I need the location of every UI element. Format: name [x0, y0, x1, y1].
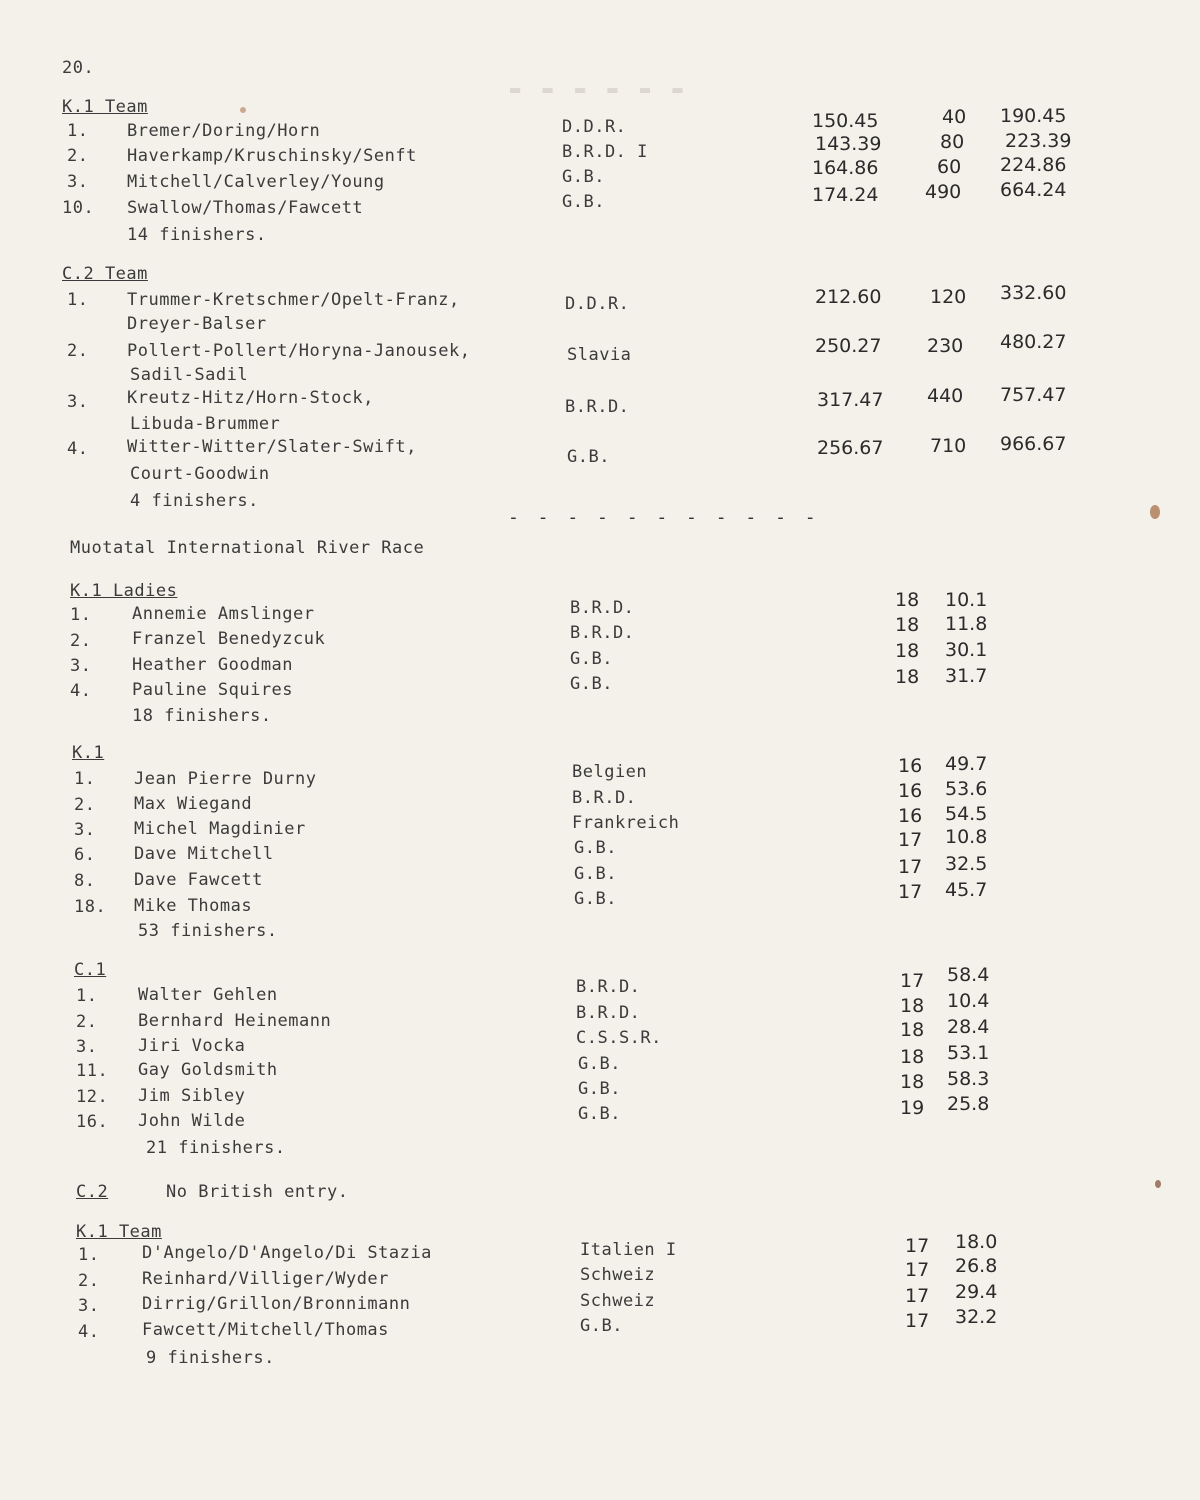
row-total: 190.45 — [1000, 105, 1067, 127]
row-country: Italien I — [580, 1240, 677, 1260]
row-minutes: 18 — [900, 1019, 925, 1041]
row-total: 224.86 — [1000, 154, 1067, 176]
row-seconds: 28.4 — [947, 1016, 990, 1038]
section-heading: K.1 Team — [62, 97, 148, 117]
row-time: 256.67 — [817, 437, 884, 459]
row-total: 664.24 — [1000, 179, 1067, 201]
row-position: 1. — [74, 769, 96, 789]
row-seconds: 10.8 — [945, 826, 988, 848]
row-position: 2. — [74, 795, 96, 815]
section-heading: C.1 — [74, 960, 107, 980]
row-seconds: 31.7 — [945, 665, 988, 687]
row-name: Gay Goldsmith — [138, 1060, 278, 1080]
row-name: Dave Mitchell — [134, 844, 274, 864]
row-minutes: 18 — [900, 1046, 925, 1068]
row-time: 317.47 — [817, 389, 884, 411]
row-time: 212.60 — [815, 286, 882, 308]
row-country: B.R.D. — [576, 1003, 641, 1023]
row-minutes: 16 — [898, 805, 923, 827]
row-name: Annemie Amslinger — [132, 604, 315, 624]
row-penalty: 710 — [930, 435, 967, 457]
row-penalty: 120 — [930, 286, 967, 308]
row-country: G.B. — [578, 1054, 621, 1074]
row-position: 11. — [76, 1061, 109, 1081]
row-name: Fawcett/Mitchell/Thomas — [142, 1320, 389, 1340]
section-heading: K.1 Team — [76, 1222, 162, 1242]
section-heading: C.2 — [76, 1182, 109, 1202]
row-minutes: 17 — [898, 881, 923, 903]
row-seconds: 45.7 — [945, 879, 988, 901]
row-country: G.B. — [574, 864, 617, 884]
row-position: 2. — [67, 146, 89, 166]
row-minutes: 17 — [905, 1310, 930, 1332]
row-seconds: 18.0 — [955, 1231, 998, 1253]
row-seconds: 49.7 — [945, 753, 988, 775]
row-minutes: 18 — [895, 666, 920, 688]
row-minutes: 17 — [905, 1259, 930, 1281]
row-name: Heather Goodman — [132, 655, 294, 675]
row-minutes: 16 — [898, 755, 923, 777]
row-position: 1. — [76, 986, 98, 1006]
row-position: 10. — [62, 198, 95, 218]
row-penalty: 490 — [925, 181, 962, 203]
row-minutes: 17 — [898, 829, 923, 851]
row-name: Bremer/Doring/Horn — [127, 121, 321, 141]
bleed-through-mark: ▬ ▬ ▬ ▬ ▬ ▬ — [510, 80, 689, 100]
row-time: 164.86 — [812, 157, 879, 179]
row-seconds: 10.4 — [947, 990, 990, 1012]
row-time: 174.24 — [812, 184, 879, 206]
row-position: 2. — [70, 631, 92, 651]
row-minutes: 19 — [900, 1097, 925, 1119]
row-name-continued: Court-Goodwin — [130, 464, 270, 484]
section-heading: C.2 Team — [62, 264, 148, 284]
paper-spot — [1150, 505, 1160, 519]
row-total: 757.47 — [1000, 384, 1067, 406]
row-penalty: 230 — [927, 335, 964, 357]
row-time: 143.39 — [815, 133, 882, 155]
row-penalty: 60 — [937, 156, 962, 178]
row-position: 3. — [76, 1037, 98, 1057]
row-country: Schweiz — [580, 1265, 656, 1285]
paper-spot — [240, 107, 246, 113]
row-minutes: 18 — [895, 614, 920, 636]
row-country: B.R.D. — [576, 977, 641, 997]
row-position: 18. — [74, 897, 107, 917]
row-minutes: 17 — [905, 1285, 930, 1307]
row-name: Haverkamp/Kruschinsky/Senft — [127, 146, 417, 166]
row-seconds: 54.5 — [945, 803, 988, 825]
row-minutes: 18 — [900, 1071, 925, 1093]
row-position: 1. — [70, 605, 92, 625]
row-minutes: 18 — [895, 589, 920, 611]
row-position: 12. — [76, 1087, 109, 1107]
row-name: Jean Pierre Durny — [134, 769, 317, 789]
row-country: B.R.D. — [570, 623, 635, 643]
row-position: 1. — [67, 290, 89, 310]
finishers-count: 53 finishers. — [138, 921, 278, 941]
row-minutes: 17 — [898, 856, 923, 878]
row-seconds: 53.6 — [945, 778, 988, 800]
row-country: Frankreich — [572, 813, 680, 833]
row-name: Swallow/Thomas/Fawcett — [127, 198, 364, 218]
row-position: 2. — [78, 1271, 100, 1291]
row-country: G.B. — [562, 167, 605, 187]
row-position: 4. — [70, 681, 92, 701]
row-name: D'Angelo/D'Angelo/Di Stazia — [142, 1243, 432, 1263]
row-country: G.B. — [580, 1316, 623, 1336]
row-name: Dave Fawcett — [134, 870, 263, 890]
row-name: Max Wiegand — [134, 794, 253, 814]
page-number: 20. — [62, 58, 95, 78]
row-country: D.D.R. — [562, 117, 627, 137]
row-country: Belgien — [572, 762, 648, 782]
row-position: 3. — [67, 392, 89, 412]
row-position: 8. — [74, 871, 96, 891]
row-name: Dirrig/Grillon/Bronnimann — [142, 1294, 411, 1314]
row-seconds: 32.2 — [955, 1306, 998, 1328]
row-country: G.B. — [574, 838, 617, 858]
row-position: 16. — [76, 1112, 109, 1132]
paper-spot — [1155, 1180, 1161, 1188]
row-minutes: 18 — [895, 640, 920, 662]
finishers-count: 21 finishers. — [146, 1138, 286, 1158]
row-position: 3. — [67, 172, 89, 192]
row-name: Bernhard Heinemann — [138, 1011, 332, 1031]
row-position: 3. — [70, 656, 92, 676]
row-seconds: 58.3 — [947, 1068, 990, 1090]
row-total: 966.67 — [1000, 433, 1067, 455]
row-country: B.R.D. — [565, 397, 630, 417]
row-name: Jiri Vocka — [138, 1036, 246, 1056]
row-name: Mitchell/Calverley/Young — [127, 172, 385, 192]
row-minutes: 17 — [900, 970, 925, 992]
row-position: 1. — [78, 1245, 100, 1265]
row-seconds: 26.8 — [955, 1255, 998, 1277]
race-title: Muotatal International River Race — [70, 538, 425, 558]
row-minutes: 16 — [898, 780, 923, 802]
row-country: G.B. — [578, 1079, 621, 1099]
row-name: Pauline Squires — [132, 680, 294, 700]
row-position: 2. — [76, 1012, 98, 1032]
row-name: Kreutz-Hitz/Horn-Stock, — [127, 388, 374, 408]
row-minutes: 17 — [905, 1235, 930, 1257]
row-position: 4. — [78, 1322, 100, 1342]
row-seconds: 25.8 — [947, 1093, 990, 1115]
row-country: B.R.D. I — [562, 142, 648, 162]
row-total: 223.39 — [1005, 130, 1072, 152]
row-country: G.B. — [562, 192, 605, 212]
row-position: 3. — [74, 820, 96, 840]
no-entry-note: No British entry. — [166, 1182, 349, 1202]
row-total: 332.60 — [1000, 282, 1067, 304]
row-country: G.B. — [567, 447, 610, 467]
row-country: C.S.S.R. — [576, 1028, 662, 1048]
row-country: B.R.D. — [570, 598, 635, 618]
row-total: 480.27 — [1000, 331, 1067, 353]
section-heading: K.1 — [72, 743, 105, 763]
row-name: John Wilde — [138, 1111, 246, 1131]
row-time: 150.45 — [812, 110, 879, 132]
row-seconds: 58.4 — [947, 964, 990, 986]
row-name: Reinhard/Villiger/Wyder — [142, 1269, 389, 1289]
row-name: Jim Sibley — [138, 1086, 246, 1106]
row-penalty: 80 — [940, 131, 965, 153]
row-position: 2. — [67, 341, 89, 361]
row-country: G.B. — [574, 889, 617, 909]
row-country: Schweiz — [580, 1291, 656, 1311]
row-country: Slavia — [567, 345, 632, 365]
row-name: Pollert-Pollert/Horyna-Janousek, — [127, 341, 471, 361]
section-heading: K.1 Ladies — [70, 581, 178, 601]
row-seconds: 11.8 — [945, 613, 988, 635]
row-penalty: 440 — [927, 385, 964, 407]
row-name-continued: Sadil-Sadil — [130, 365, 249, 385]
row-name: Michel Magdinier — [134, 819, 306, 839]
row-position: 3. — [78, 1296, 100, 1316]
finishers-count: 14 finishers. — [127, 225, 267, 245]
row-seconds: 30.1 — [945, 639, 988, 661]
row-name: Walter Gehlen — [138, 985, 278, 1005]
finishers-count: 9 finishers. — [146, 1348, 275, 1368]
finishers-count: 18 finishers. — [132, 706, 272, 726]
row-position: 4. — [67, 439, 89, 459]
section-divider: - - - - - - - - - - - — [508, 507, 820, 528]
row-penalty: 40 — [942, 106, 967, 128]
row-name: Witter-Witter/Slater-Swift, — [127, 437, 417, 457]
row-seconds: 53.1 — [947, 1042, 990, 1064]
row-name-continued: Dreyer-Balser — [127, 314, 267, 334]
row-name: Mike Thomas — [134, 896, 253, 916]
finishers-count: 4 finishers. — [130, 491, 259, 511]
row-country: G.B. — [570, 674, 613, 694]
row-seconds: 32.5 — [945, 853, 988, 875]
row-country: D.D.R. — [565, 294, 630, 314]
row-seconds: 29.4 — [955, 1281, 998, 1303]
row-name: Trummer-Kretschmer/Opelt-Franz, — [127, 290, 460, 310]
row-seconds: 10.1 — [945, 589, 988, 611]
row-country: G.B. — [578, 1104, 621, 1124]
row-country: B.R.D. — [572, 788, 637, 808]
row-country: G.B. — [570, 649, 613, 669]
row-time: 250.27 — [815, 335, 882, 357]
row-name: Franzel Benedyzcuk — [132, 629, 326, 649]
row-minutes: 18 — [900, 995, 925, 1017]
row-position: 1. — [67, 121, 89, 141]
row-name-continued: Libuda-Brummer — [130, 414, 281, 434]
row-position: 6. — [74, 845, 96, 865]
